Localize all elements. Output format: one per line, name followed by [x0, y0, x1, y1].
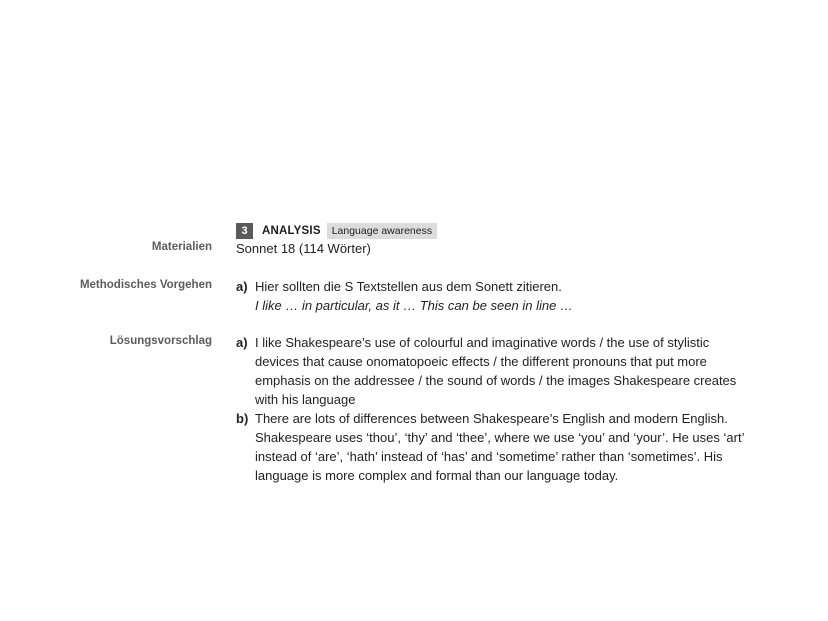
task-number-badge: 3	[236, 223, 253, 239]
item-text: There are lots of differences between Shakespeare’s English and modern English. Shakespeare uses ‘thou’, ‘thy’ and ‘thee’, where we use ‘you’ and ‘your’. He uses ‘art’ instead of ‘are’, ‘hath’ instead of ‘has’ and ‘sometime’ rather than ‘sometimes’. His language is more complex and formal than our language today.	[255, 411, 744, 483]
materialien-text: Sonnet 18 (114 Wörter)	[236, 241, 371, 256]
loesungsvorschlag-content	[236, 333, 754, 485]
item-example: I like … in particular, as it … This can be seen in line …	[255, 298, 573, 313]
item-letter: a)	[236, 279, 248, 294]
item-text: Hier sollten die S Textstellen aus dem Sonett zitieren.	[255, 279, 562, 294]
methodisches-vorgehen-label: Methodisches Vorgehen	[79, 279, 212, 291]
section-tag: Language awareness	[327, 223, 437, 239]
item-letter: a)	[236, 335, 248, 350]
task-header	[236, 222, 437, 239]
section-title: ANALYSIS	[262, 224, 321, 237]
list-item	[236, 409, 754, 485]
materialien-content	[236, 239, 766, 258]
loesungsvorschlag-label: Lösungsvorschlag	[109, 335, 212, 347]
item-letter: b)	[236, 411, 249, 426]
list-item	[236, 333, 754, 409]
list-item	[236, 277, 766, 315]
materialien-label: Materialien	[151, 241, 212, 253]
item-text: I like Shakespeare’s use of colourful and imaginative words / the use of stylistic devices that cause onomatopoeic effects / the different pronouns that put more emphasis on the addressee / the sound of words / the images Shakespeare creates with his language	[255, 335, 737, 407]
methodisches-vorgehen-content	[236, 277, 766, 315]
